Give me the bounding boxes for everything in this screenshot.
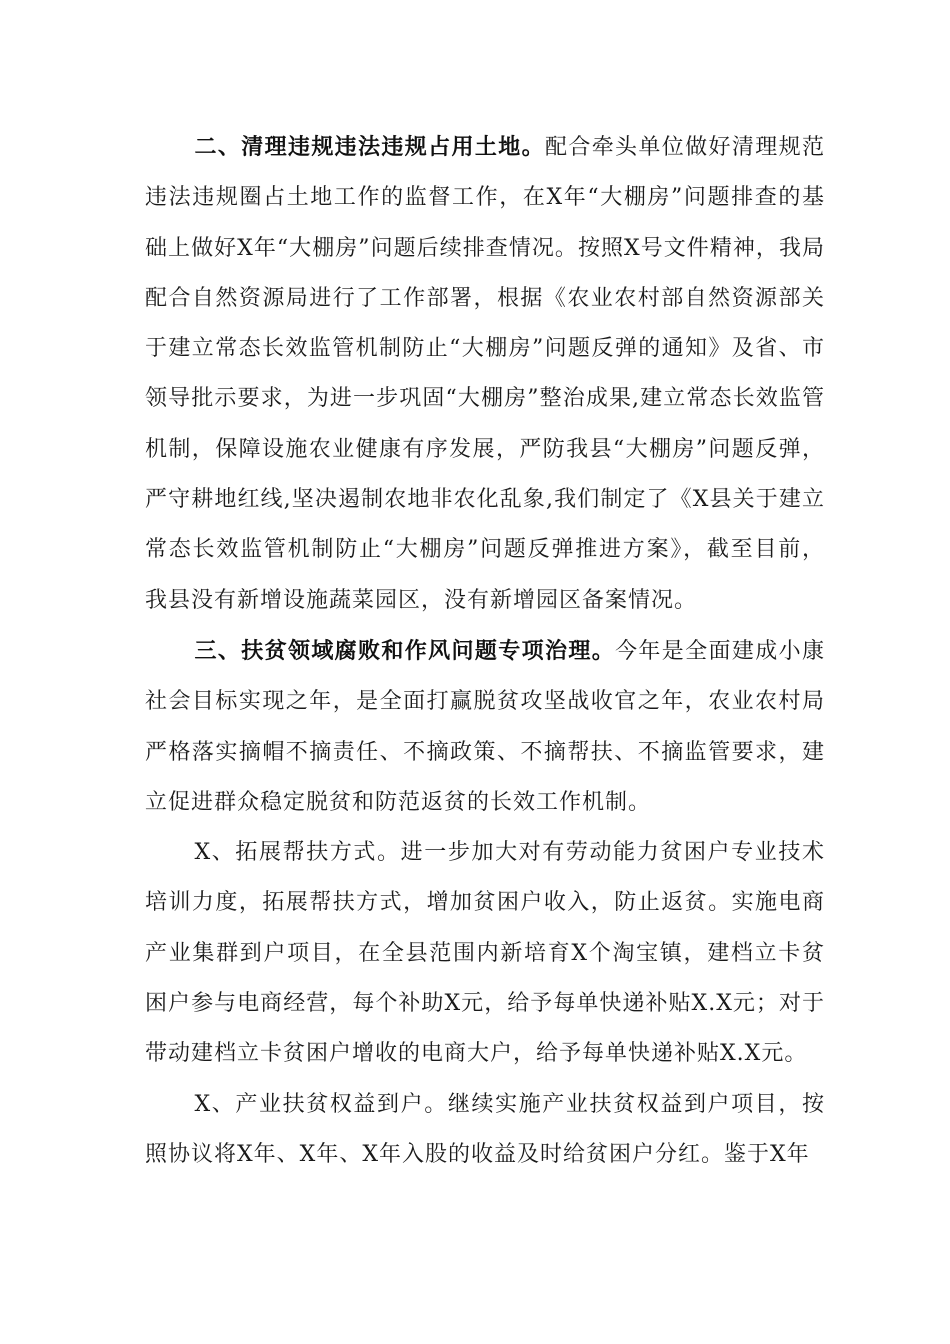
- paragraph-body: 今年是全面建成小康社会目标实现之年，是全面打赢脱贫攻坚战收官之年，农业农村局严格落实摘帽不摘责任、不摘政策、不摘帮扶、不摘监管要求，建立促进群众稳定脱贫和防范返贫的长效工作机制。: [145, 638, 825, 815]
- paragraph-body: X、产业扶贫权益到户。继续实施产业扶贫权益到户项目，按照协议将X年、X年、X年入股的收益及时给贫困户分红。鉴于X年: [145, 1091, 825, 1167]
- paragraph-land-cleanup: [145, 122, 825, 626]
- paragraph-body: 配合牵头单位做好清理规范违法违规圈占土地工作的监督工作，在X年“大棚房”问题排查的基础上做好X年“大棚房”问题后续排查情况。按照X号文件精神，我局配合自然资源局进行了工作部署，根据《农业农村部自然资源部关于建立常态长效监管机制防止“大棚房”问题反弹的通知》及省、市领导批示要求，为进一步巩固“大棚房”整治成果,建立常态长效监管机制，保障设施农业健康有序发展，严防我县“大棚房”问题反弹，严守耕地红线,坚决遏制农地非农化乱象,我们制定了《X县关于建立常态长效监管机制防止“大棚房”问题反弹推进方案》，截至目前，我县没有新增设施蔬菜园区，没有新增园区备案情况。: [145, 135, 825, 613]
- paragraph-industry-equity: [145, 1080, 825, 1181]
- paragraph-expand-assistance: [145, 828, 825, 1079]
- document-page: [145, 122, 825, 1180]
- paragraph-poverty-governance: [145, 626, 825, 828]
- section-heading-two: 二、清理违规违法违规占用土地。: [194, 134, 545, 160]
- paragraph-body: X、拓展帮扶方式。进一步加大对有劳动能力贫困户专业技术培训力度，拓展帮扶方式，增加贫困户收入，防止返贫。实施电商产业集群到户项目，在全县范围内新培育X个淘宝镇，建档立卡贫困户参与电商经营，每个补助X元，给予每单快递补贴X.X元；对于带动建档立卡贫困户增收的电商大户，给予每单快递补贴X.X元。: [145, 840, 825, 1067]
- section-heading-three: 三、扶贫领域腐败和作风问题专项治理。: [194, 637, 616, 664]
